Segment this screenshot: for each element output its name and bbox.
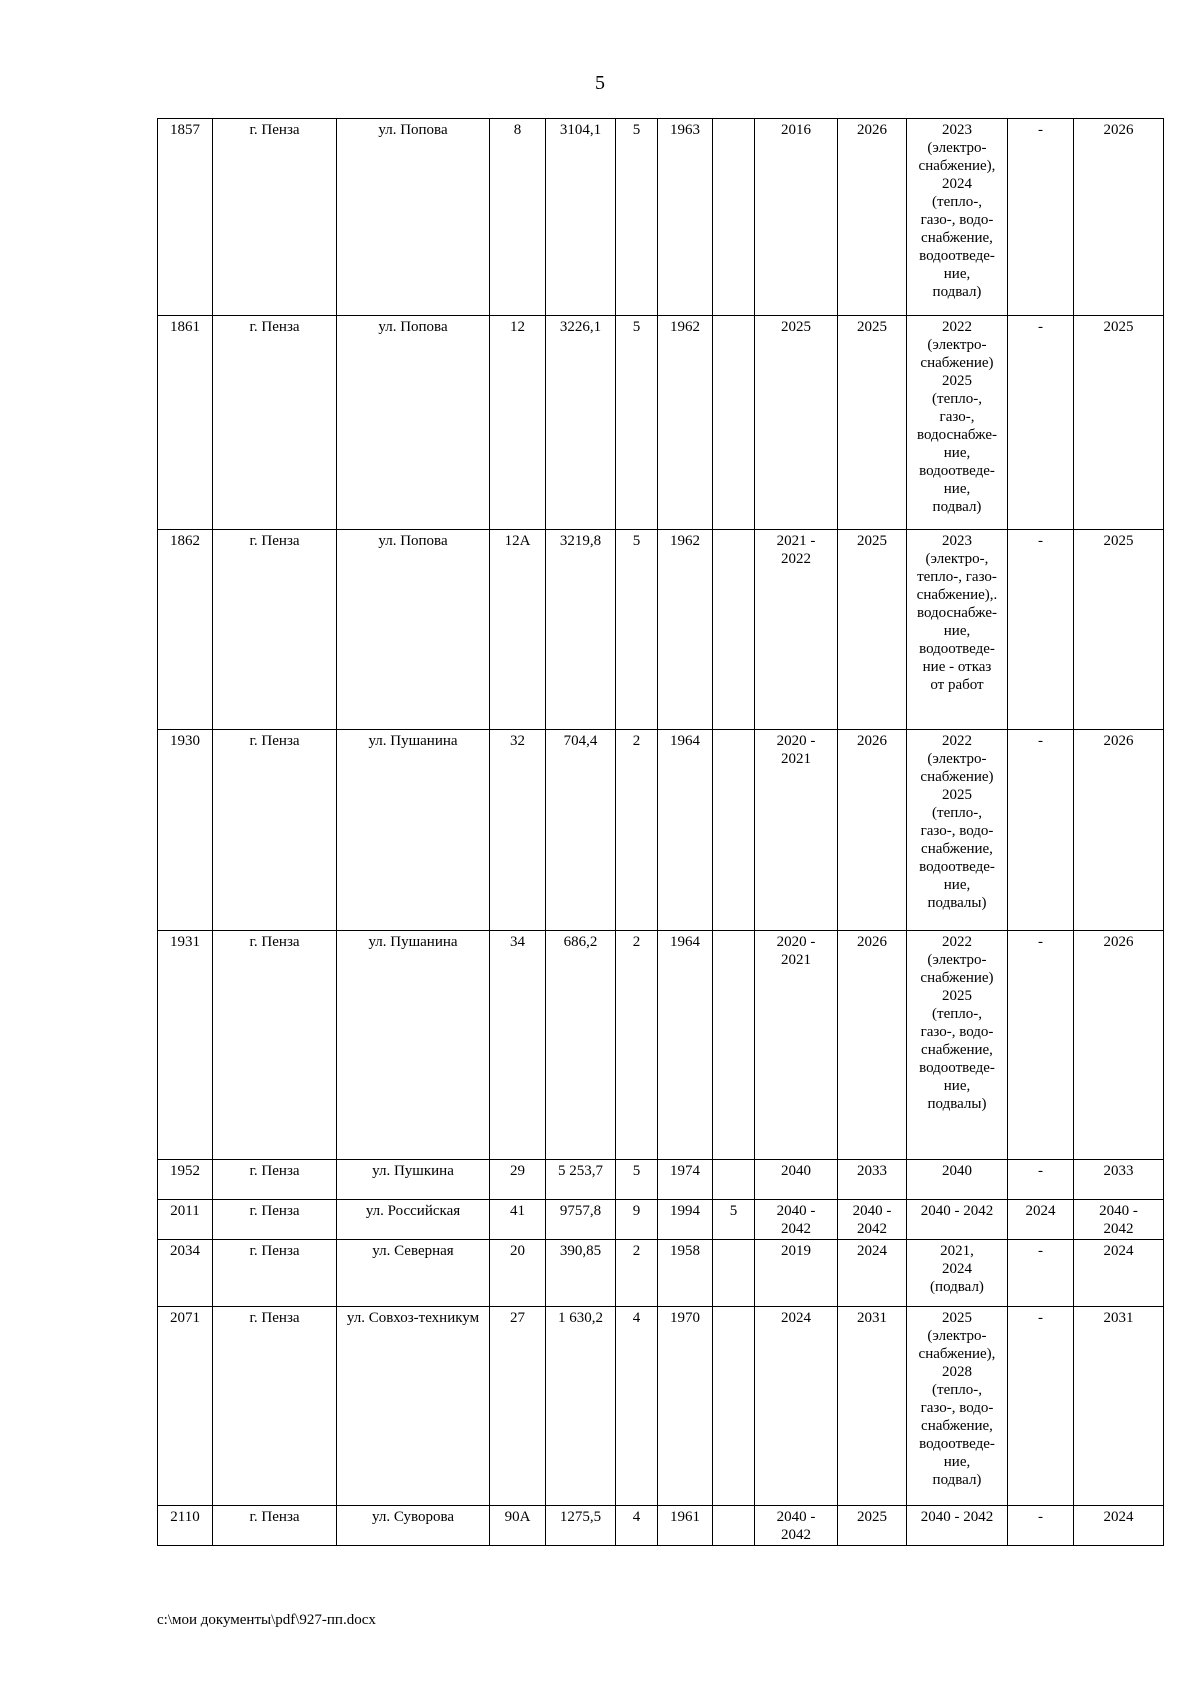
count-cell [713,730,755,931]
survey-year-cell: 2040 - 2042 [755,1506,838,1546]
floors-cell: 5 [616,119,658,316]
count-cell [713,1506,755,1546]
build-year-cell: 1963 [658,119,713,316]
table-row [158,119,1164,316]
street-cell: ул. Российская [337,1200,490,1240]
street-cell: ул. Северная [337,1240,490,1307]
planned-year-cell: 2025 [838,316,907,530]
page-number: 5 [595,72,605,94]
street-cell: ул. Попова [337,316,490,530]
table-row [158,316,1164,530]
row-number: 1861 [158,316,213,530]
city-cell: г. Пенза [213,730,337,931]
house-number-cell: 12А [490,530,546,730]
city-cell: г. Пенза [213,1240,337,1307]
build-year-cell: 1962 [658,530,713,730]
build-year-cell: 1994 [658,1200,713,1240]
planned-year-cell: 2026 [838,119,907,316]
works-cell: 2022 (электро- снабжение) 2025 (тепло-, газо-, водоснабже- ние, водоотведе- ние, подвал) [907,316,1008,530]
deadline-cell: 2024 [1074,1506,1164,1546]
count-cell [713,1160,755,1200]
count-cell: 5 [713,1200,755,1240]
deadline-cell: 2026 [1074,931,1164,1160]
area-cell: 5 253,7 [546,1160,616,1200]
extra-cell: - [1008,316,1074,530]
count-cell [713,316,755,530]
survey-year-cell: 2040 - 2042 [755,1200,838,1240]
city-cell: г. Пенза [213,316,337,530]
build-year-cell: 1974 [658,1160,713,1200]
planned-year-cell: 2024 [838,1240,907,1307]
works-cell: 2040 [907,1160,1008,1200]
street-cell: ул. Суворова [337,1506,490,1546]
deadline-cell: 2031 [1074,1307,1164,1506]
row-number: 2011 [158,1200,213,1240]
city-cell: г. Пенза [213,530,337,730]
house-number-cell: 34 [490,931,546,1160]
survey-year-cell: 2020 - 2021 [755,730,838,931]
house-number-cell: 90А [490,1506,546,1546]
house-number-cell: 20 [490,1240,546,1307]
planned-year-cell: 2040 - 2042 [838,1200,907,1240]
row-number: 2071 [158,1307,213,1506]
house-number-cell: 32 [490,730,546,931]
floors-cell: 9 [616,1200,658,1240]
floors-cell: 5 [616,1160,658,1200]
area-cell: 1 630,2 [546,1307,616,1506]
house-number-cell: 41 [490,1200,546,1240]
street-cell: ул. Пушкина [337,1160,490,1200]
table-row [158,1307,1164,1506]
deadline-cell: 2033 [1074,1160,1164,1200]
survey-year-cell: 2021 - 2022 [755,530,838,730]
works-cell: 2025 (электро- снабжение), 2028 (тепло-, газо-, водо- снабжение, водоотведе- ние, подвал) [907,1307,1008,1506]
build-year-cell: 1961 [658,1506,713,1546]
survey-year-cell: 2025 [755,316,838,530]
street-cell: ул. Попова [337,119,490,316]
planned-year-cell: 2026 [838,931,907,1160]
area-cell: 390,85 [546,1240,616,1307]
count-cell [713,530,755,730]
build-year-cell: 1970 [658,1307,713,1506]
table-row [158,1160,1164,1200]
extra-cell: - [1008,730,1074,931]
row-number: 1857 [158,119,213,316]
extra-cell: - [1008,1506,1074,1546]
survey-year-cell: 2019 [755,1240,838,1307]
deadline-cell: 2026 [1074,730,1164,931]
row-number: 2034 [158,1240,213,1307]
area-cell: 686,2 [546,931,616,1160]
build-year-cell: 1964 [658,931,713,1160]
survey-year-cell: 2020 - 2021 [755,931,838,1160]
area-cell: 1275,5 [546,1506,616,1546]
deadline-cell: 2025 [1074,316,1164,530]
planned-year-cell: 2025 [838,1506,907,1546]
survey-year-cell: 2040 [755,1160,838,1200]
city-cell: г. Пенза [213,1160,337,1200]
row-number: 1952 [158,1160,213,1200]
count-cell [713,1240,755,1307]
floors-cell: 5 [616,530,658,730]
count-cell [713,1307,755,1506]
planned-year-cell: 2025 [838,530,907,730]
table-row [158,1200,1164,1240]
build-year-cell: 1958 [658,1240,713,1307]
house-number-cell: 27 [490,1307,546,1506]
row-number: 1930 [158,730,213,931]
survey-year-cell: 2024 [755,1307,838,1506]
extra-cell: - [1008,931,1074,1160]
table-row [158,1240,1164,1307]
row-number: 1862 [158,530,213,730]
area-cell: 3226,1 [546,316,616,530]
works-cell: 2023 (электро- снабжение), 2024 (тепло-, газо-, водо- снабжение, водоотведе- ние, подвал) [907,119,1008,316]
housing-repair-table [157,118,1164,1546]
deadline-cell: 2026 [1074,119,1164,316]
extra-cell: - [1008,119,1074,316]
table-row [158,530,1164,730]
footer-file-path: c:\мои документы\pdf\927-пп.docx [157,1612,376,1628]
extra-cell: - [1008,1240,1074,1307]
city-cell: г. Пенза [213,931,337,1160]
floors-cell: 2 [616,931,658,1160]
street-cell: ул. Попова [337,530,490,730]
street-cell: ул. Пушанина [337,931,490,1160]
row-number: 1931 [158,931,213,1160]
floors-cell: 2 [616,1240,658,1307]
build-year-cell: 1964 [658,730,713,931]
build-year-cell: 1962 [658,316,713,530]
house-number-cell: 29 [490,1160,546,1200]
city-cell: г. Пенза [213,1506,337,1546]
extra-cell: 2024 [1008,1200,1074,1240]
works-cell: 2022 (электро- снабжение) 2025 (тепло-, газо-, водо- снабжение, водоотведе- ние, подвалы) [907,931,1008,1160]
works-cell: 2040 - 2042 [907,1506,1008,1546]
survey-year-cell: 2016 [755,119,838,316]
extra-cell: - [1008,1160,1074,1200]
floors-cell: 5 [616,316,658,530]
street-cell: ул. Пушанина [337,730,490,931]
planned-year-cell: 2026 [838,730,907,931]
table-row [158,730,1164,931]
floors-cell: 4 [616,1307,658,1506]
street-cell: ул. Совхоз-техникум [337,1307,490,1506]
works-cell: 2040 - 2042 [907,1200,1008,1240]
area-cell: 704,4 [546,730,616,931]
area-cell: 3219,8 [546,530,616,730]
area-cell: 3104,1 [546,119,616,316]
city-cell: г. Пенза [213,1307,337,1506]
table-row [158,931,1164,1160]
works-cell: 2023 (электро-, тепло-, газо- снабжение),. водоснабже- ние, водоотведе- ние - отказ от работ [907,530,1008,730]
works-cell: 2021, 2024 (подвал) [907,1240,1008,1307]
row-number: 2110 [158,1506,213,1546]
extra-cell: - [1008,530,1074,730]
count-cell [713,931,755,1160]
deadline-cell: 2024 [1074,1240,1164,1307]
house-number-cell: 8 [490,119,546,316]
count-cell [713,119,755,316]
city-cell: г. Пенза [213,1200,337,1240]
planned-year-cell: 2033 [838,1160,907,1200]
city-cell: г. Пенза [213,119,337,316]
deadline-cell: 2025 [1074,530,1164,730]
area-cell: 9757,8 [546,1200,616,1240]
extra-cell: - [1008,1307,1074,1506]
floors-cell: 4 [616,1506,658,1546]
planned-year-cell: 2031 [838,1307,907,1506]
table-row [158,1506,1164,1546]
works-cell: 2022 (электро- снабжение) 2025 (тепло-, газо-, водо- снабжение, водоотведе- ние, подвалы) [907,730,1008,931]
floors-cell: 2 [616,730,658,931]
deadline-cell: 2040 - 2042 [1074,1200,1164,1240]
house-number-cell: 12 [490,316,546,530]
